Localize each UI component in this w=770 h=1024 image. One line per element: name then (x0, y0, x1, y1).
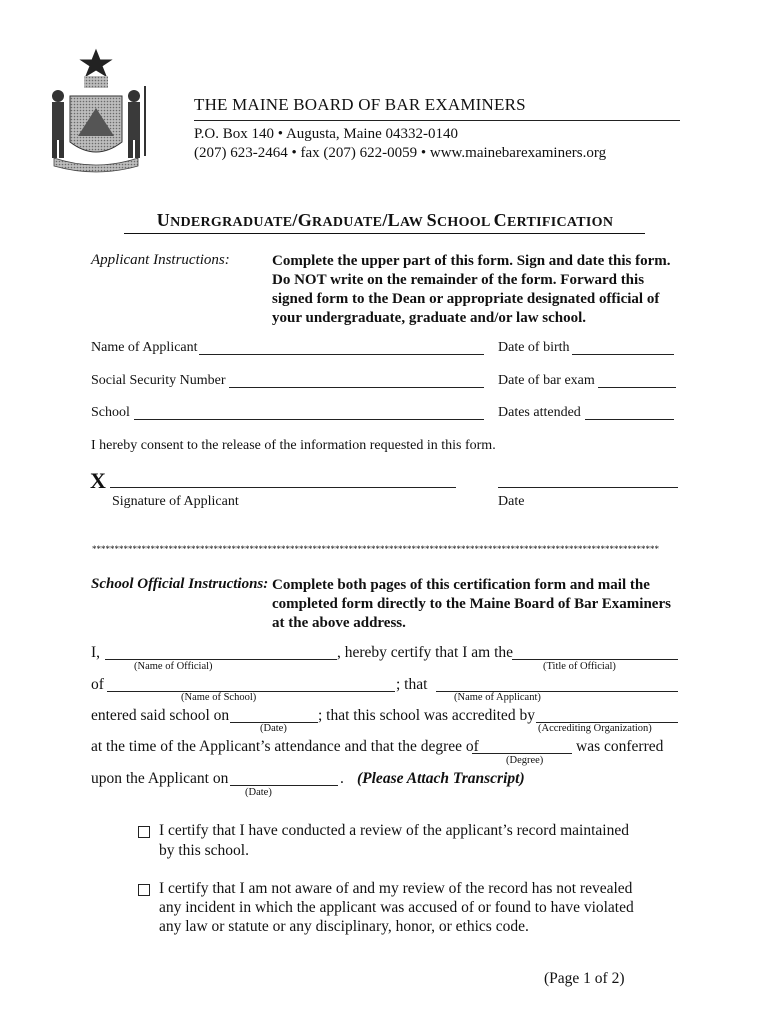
contact-line: (207) 623-2464 • fax (207) 622-0059 • www.mainebarexaminers.org (194, 145, 607, 161)
applicant-instructions-label: Applicant Instructions: (91, 252, 230, 268)
cert-period: . (340, 770, 344, 787)
checkbox-no-incident[interactable] (138, 884, 150, 896)
name-of-official-field[interactable] (105, 659, 337, 660)
cert-of: of (91, 676, 104, 693)
date-of-bar-exam-field[interactable] (598, 387, 676, 388)
school-official-text: Complete both pages of this certification form and mail the completed form directly to the Maine Board of Bar Examiners at the above address. (272, 577, 671, 631)
entered-date-caption: (Date) (260, 723, 287, 734)
organization-name: THE MAINE BOARD OF BAR EXAMINERS (194, 95, 526, 114)
name-of-official-caption: (Name of Official) (134, 661, 213, 672)
school-official-label: School Official Instructions: (91, 576, 269, 592)
page-number: (Page 1 of 2) (544, 970, 625, 987)
checkbox-no-incident-label: I certify that I am not aware of and my review of the record has not revealed any incident in which the applicant was accused of or found to have violated any law or statute or any disciplinary, honor, or ethics code. (159, 880, 634, 935)
address-line: P.O. Box 140 • Augusta, Maine 04332-0140 (194, 126, 459, 142)
degree-field[interactable] (472, 753, 572, 754)
signature-field[interactable] (110, 487, 456, 488)
ssn-label: Social Security Number (91, 373, 226, 388)
accrediting-org-caption: (Accrediting Organization) (538, 723, 652, 734)
cert-upon: upon the Applicant on (91, 770, 229, 787)
signature-date-label: Date (498, 494, 525, 509)
date-of-birth-label: Date of birth (498, 340, 570, 355)
signature-date-field[interactable] (498, 487, 678, 488)
cert-hereby: , hereby certify that I am the (337, 644, 514, 661)
name-of-applicant-caption: (Name of Applicant) (454, 692, 541, 703)
dates-attended-field[interactable] (585, 419, 674, 420)
conferred-date-caption: (Date) (245, 787, 272, 798)
checkbox-review-record-label: I certify that I have conducted a review of the applicant’s record maintained by this school. (159, 822, 629, 859)
title-of-official-caption: (Title of Official) (543, 661, 616, 672)
dates-attended-label: Dates attended (498, 405, 581, 420)
header-rule (194, 120, 680, 121)
date-of-bar-exam-label: Date of bar exam (498, 373, 595, 388)
cert-was-conferred: was conferred (576, 738, 664, 755)
name-of-applicant-field[interactable] (199, 354, 484, 355)
date-of-birth-field[interactable] (572, 354, 674, 355)
title-underline (124, 233, 645, 234)
school-label: School (91, 405, 130, 420)
attach-transcript-note: (Please Attach Transcript) (357, 770, 525, 787)
signature-label: Signature of Applicant (112, 494, 239, 509)
ssn-field[interactable] (229, 387, 484, 388)
form-title: UNDERGRADUATE/GRADUATE/LAW SCHOOL CERTIFICATION (156, 210, 614, 230)
degree-caption: (Degree) (506, 755, 544, 766)
cert-that: ; that (396, 676, 428, 693)
name-of-school-caption: (Name of School) (181, 692, 257, 703)
conferred-date-field[interactable] (230, 785, 338, 786)
school-field[interactable] (134, 419, 484, 420)
consent-text: I hereby consent to the release of the information requested in this form. (91, 438, 496, 453)
signature-x-mark: X (90, 468, 106, 493)
cert-entered: entered said school on (91, 707, 230, 724)
separator-asterisks: ****************************************************************************************************************************** (92, 544, 659, 554)
name-of-applicant-label: Name of Applicant (91, 340, 198, 355)
cert-i: I, (91, 644, 101, 661)
state-seal-logo (40, 46, 152, 174)
checkbox-review-record[interactable] (138, 826, 150, 838)
applicant-instructions-text: Complete the upper part of this form. Sign and date this form. Do NOT write on the remainder of the form. Forward this signed form to the Dean or appropriate designated official of your undergraduate, graduate and/or law school. (272, 253, 671, 326)
cert-accredited: ; that this school was accredited by (318, 707, 535, 724)
cert-at-time: at the time of the Applicant’s attendance and that the degree of (91, 738, 479, 755)
title-of-official-field[interactable] (512, 659, 678, 660)
